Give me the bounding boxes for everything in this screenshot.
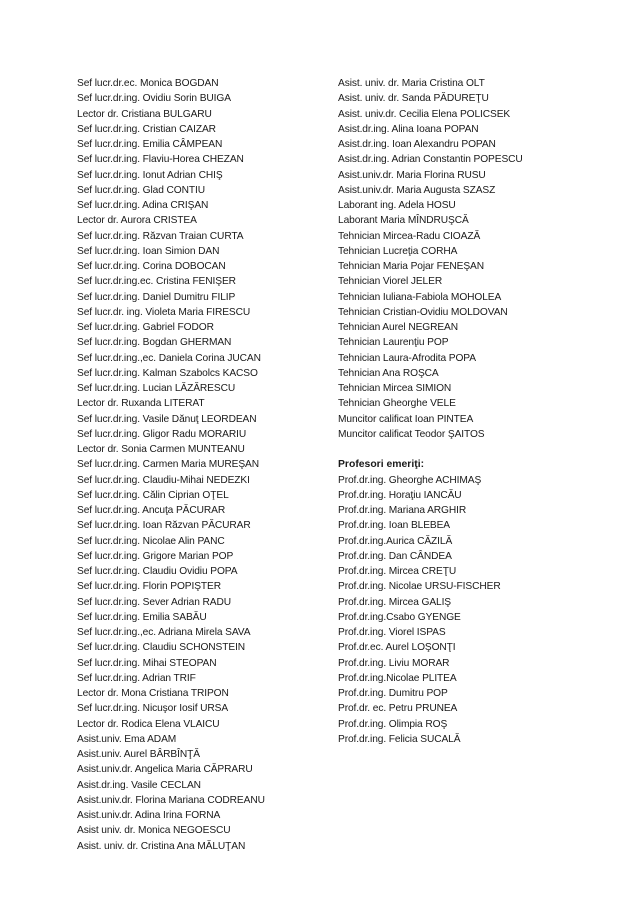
section-spacer (338, 442, 628, 457)
staff-entry: Asist.univ. Aurel BÂRBÎNŢĂ (77, 749, 200, 760)
emeritus-entry: Prof.dr.ec. Aurel LOŞONŢI (338, 642, 456, 654)
staff-entry: Sef lucr.dr.ing. Ioan Răzvan PĂCURAR (77, 520, 251, 532)
staff-entry: Tehnician Maria Pojar FENEŞAN (338, 261, 485, 272)
emeritus-entry: Prof.dr.ing. Nicolae URSU-FISCHER (338, 581, 501, 593)
staff-entry: Asist.univ.dr. Adina Irina FORNA (77, 810, 221, 821)
emeritus-entry: Prof.dr.ing. Mircea CREŢU (338, 566, 457, 577)
emeritus-entry: Prof.dr.ing. Dan CÂNDEA (338, 550, 452, 562)
staff-entry: Sef lucr.dr.ing. Ancuţa PĂCURAR (77, 505, 226, 516)
emeritus-entry: Prof.dr.ing. Gheorghe ACHIMAŞ (338, 474, 482, 486)
staff-entry: Muncitor calificat Ioan PINTEA (338, 413, 474, 425)
emeritus-entry: Prof.dr.ing. Ioan BLEBEA (338, 520, 450, 532)
emeritus-entry: Prof.dr.ing. Viorel ISPAS (338, 627, 446, 638)
staff-entry: Tehnician Laurenţiu POP (338, 337, 449, 349)
staff-entry: Sef lucr.dr.ing. Grigore Marian POP (77, 550, 234, 562)
staff-entry: Sef lucr.dr.ing. Nicolae Alin PANC (77, 535, 225, 547)
staff-entry: Laborant Maria MÎNDRUŞCĂ (338, 215, 469, 227)
staff-entry: Asist.univ.dr. Maria Florina RUSU (338, 169, 486, 181)
staff-entry: Sef lucr.dr.ing. Adrian TRIF (77, 672, 196, 684)
staff-entry: Tehnician Viorel JELER (338, 276, 443, 288)
staff-entry: Asist. univ. dr. Sanda PĂDUREŢU (338, 93, 489, 105)
staff-entry: Sef lucr.dr.ing. Emilia SABĂU (77, 611, 207, 623)
staff-entry: Tehnician Laura-Afrodita POPA (338, 352, 476, 364)
staff-entry: Sef lucr.dr.ing. Gligor Radu MORARIU (77, 428, 247, 440)
staff-entry: Sef lucr.dr.ing.,ec. Daniela Corina JUCAN (77, 352, 261, 364)
staff-entry: Tehnician Cristian-Ovidiu MOLDOVAN (338, 306, 508, 318)
emeritus-entry: Prof.dr.ing. Mariana ARGHIR (338, 505, 467, 516)
staff-entry: Tehnician Lucreţia CORHA (338, 245, 458, 257)
staff-entry: Asist. univ.dr. Cecilia Elena POLICSEK (338, 108, 511, 120)
emeritus-entry: Prof.dr.ing.Aurica CĂZILĂ (338, 535, 453, 547)
staff-entry: Sef lucr.dr.ing. Daniel Dumitru FILIP (77, 291, 236, 303)
staff-entry: Tehnician Gheorghe VELE (338, 398, 456, 410)
emeritus-entry: Prof.dr.ing. Horaţiu IANCĂU (338, 489, 462, 501)
staff-entry: Sef lucr.dr.ing. Claudiu Ovidiu POPA (77, 566, 238, 577)
staff-entry: Sef lucr.dr.ing. Mihai STEOPAN (77, 657, 217, 669)
staff-entry: Tehnician Mircea-Radu CIOAZĂ (338, 230, 481, 242)
staff-entry: Sef lucr.dr.ing. Cristian CAIZAR (77, 123, 216, 135)
staff-entry: Lector dr. Mona Cristiana TRIPON (77, 688, 229, 699)
staff-entry: Sef lucr.dr.ing. Corina DOBOCAN (77, 261, 226, 272)
staff-entry: Asist.dr.ing. Alina Ioana POPAN (338, 123, 479, 135)
staff-entry: Sef lucr.dr.ing. Claudiu-Mihai NEDEZKI (77, 474, 250, 486)
staff-entry: Asist.dr.ing. Ioan Alexandru POPAN (338, 139, 496, 150)
emeritus-entry: Prof.dr.ing. Dumitru POP (338, 688, 448, 699)
staff-entry: Asist. univ. dr. Cristina Ana MĂLUŢAN (77, 840, 246, 852)
staff-entry: Sef lucr.dr.ing. Kalman Szabolcs KACSO (77, 367, 258, 379)
emeriti-heading: Profesori emeriţi: (338, 459, 425, 471)
staff-entry: Sef lucr.dr.ing.ec. Cristina FENIŞER (77, 276, 236, 288)
staff-entry: Sef lucr.dr.ing. Ionut Adrian CHIŞ (77, 169, 223, 181)
staff-entry: Asist.univ.dr. Florina Mariana CODREANU (77, 794, 265, 806)
staff-entry: Sef lucr.dr.ing. Emilia CÂMPEAN (77, 139, 223, 150)
staff-entry: Sef lucr.dr.ing. Flaviu-Horea CHEZAN (77, 154, 244, 166)
staff-entry: Asist.univ. Ema ADAM (77, 733, 177, 745)
staff-entry: Sef lucr.dr.ing. Ovidiu Sorin BUIGA (77, 93, 231, 105)
staff-entry: Tehnician Ana ROŞCA (338, 367, 439, 379)
emeritus-entry: Prof.dr.ing. Liviu MORAR (338, 657, 450, 669)
staff-entry: Sef lucr.dr. ing. Violeta Maria FIRESCU (77, 306, 251, 318)
staff-entry: Tehnician Mircea SIMION (338, 383, 452, 394)
staff-entry: Sef lucr.dr.ing. Răzvan Traian CURTA (77, 230, 244, 242)
staff-entry: Sef lucr.dr.ing. Gabriel FODOR (77, 322, 214, 333)
staff-entry: Laborant ing. Adela HOSU (338, 200, 456, 211)
emeritus-entry: Prof.dr. ec. Petru PRUNEA (338, 703, 458, 715)
staff-entry: Tehnician Aurel NEGREAN (338, 322, 459, 333)
staff-entry: Sef lucr.dr.ing. Nicuşor Iosif URSA (77, 703, 229, 715)
staff-entry: Sef lucr.dr.ing. Sever Adrian RADU (77, 596, 232, 608)
staff-entry: Sef lucr.dr.ing. Bogdan GHERMAN (77, 337, 232, 349)
staff-entry: Sef lucr.dr.ing. Ioan Simion DAN (77, 245, 220, 257)
staff-entry: Lector dr. Ruxanda LITERAT (77, 398, 205, 410)
staff-entry: Lector dr. Rodica Elena VLAICU (77, 718, 220, 730)
emeritus-entry: Prof.dr.ing.Csabo GYENGE (338, 611, 461, 623)
staff-entry: Sef lucr.dr.ing. Vasile Dănuţ LEORDEAN (77, 413, 257, 425)
staff-entry: Asist. univ. dr. Maria Cristina OLT (338, 78, 485, 89)
staff-entry: Lector dr. Sonia Carmen MUNTEANU (77, 444, 245, 455)
staff-entry: Sef lucr.dr.ing. Adina CRIŞAN (77, 200, 209, 211)
staff-list-right (338, 76, 628, 747)
staff-entry: Sef lucr.dr.ing. Glad CONTIU (77, 184, 205, 196)
staff-entry: Lector dr. Aurora CRISTEA (77, 215, 197, 227)
emeritus-entry: Prof.dr.ing. Felicia SUCALĂ (338, 733, 461, 745)
staff-entry: Muncitor calificat Teodor ŞAITOS (338, 428, 485, 440)
emeritus-entry: Prof.dr.ing.Nicolae PLITEA (338, 672, 457, 684)
emeritus-entry: Prof.dr.ing. Olimpia ROŞ (338, 718, 448, 730)
staff-entry: Sef lucr.dr.ing. Carmen Maria MUREŞAN (77, 459, 259, 471)
emeritus-entry: Prof.dr.ing. Mircea GALIŞ (338, 596, 452, 608)
staff-entry: Sef lucr.dr.ing. Florin POPIŞTER (77, 581, 222, 593)
staff-entry: Sef lucr.dr.ec. Monica BOGDAN (77, 78, 219, 89)
staff-entry: Sef lucr.dr.ing. Lucian LĂZĂRESCU (77, 383, 236, 394)
staff-entry: Asist.dr.ing. Vasile CECLAN (77, 779, 201, 791)
staff-entry: Asist.univ.dr. Angelica Maria CĂPRARU (77, 764, 253, 776)
staff-list-left (77, 76, 327, 854)
staff-entry: Asist.univ.dr. Maria Augusta SZASZ (338, 184, 496, 196)
staff-entry: Asist univ. dr. Monica NEGOESCU (77, 825, 231, 837)
staff-entry: Asist.dr.ing. Adrian Constantin POPESCU (338, 154, 523, 166)
staff-entry: Sef lucr.dr.ing. Călin Ciprian OŢEL (77, 489, 229, 501)
staff-entry: Lector dr. Cristiana BULGARU (77, 108, 212, 120)
staff-entry: Sef lucr.dr.ing. Claudiu SCHONSTEIN (77, 642, 246, 654)
staff-entry: Sef lucr.dr.ing.,ec. Adriana Mirela SAVA (77, 627, 251, 638)
staff-entry: Tehnician Iuliana-Fabiola MOHOLEA (338, 291, 502, 303)
